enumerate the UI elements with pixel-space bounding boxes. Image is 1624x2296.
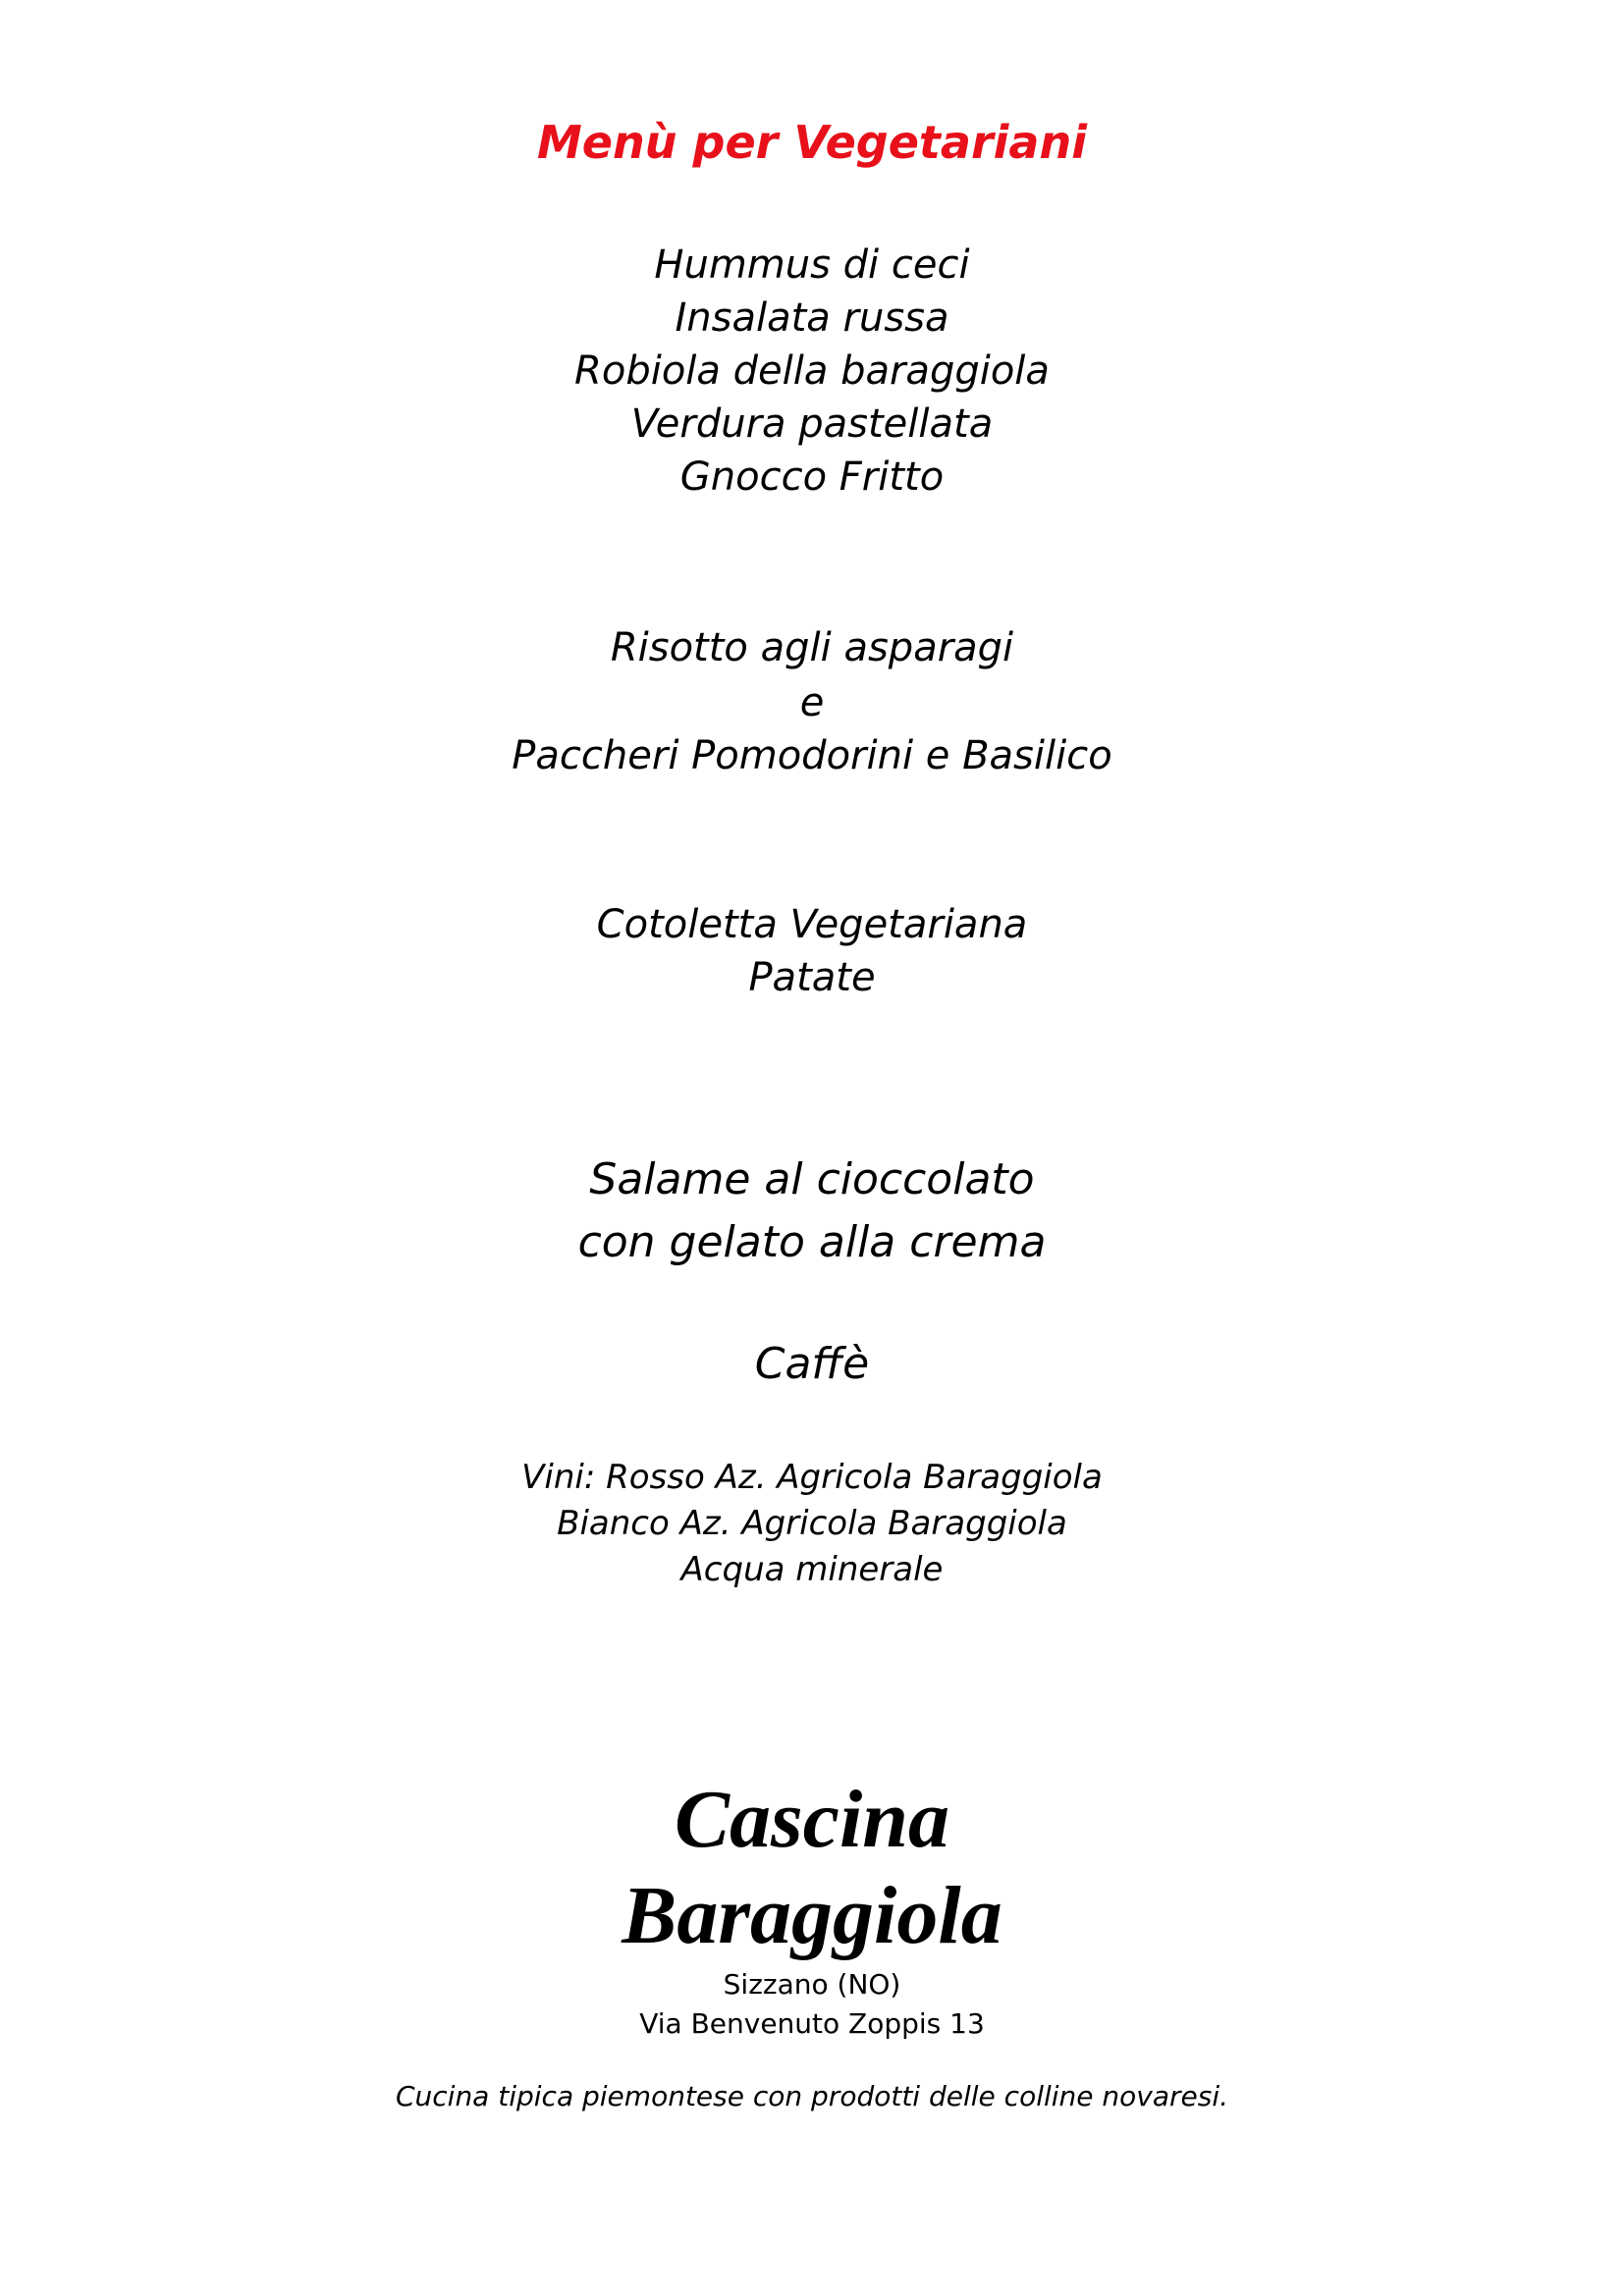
menu-title: Menù per Vegetariani (537, 116, 1087, 169)
dolce-item: con gelato alla crema (577, 1217, 1047, 1267)
caffe-item: Caffè (754, 1339, 870, 1389)
restaurant-location: Sizzano (NO) (723, 1968, 901, 2001)
wine-item: Acqua minerale (680, 1550, 944, 1589)
antipasto-item: Hummus di ceci (654, 242, 970, 288)
antipasto-item: Gnocco Fritto (679, 454, 945, 500)
antipasto-item: Robiola della baraggiola (574, 348, 1050, 394)
contorno-item: Patate (748, 955, 876, 1000)
antipasto-item: Insalata russa (675, 295, 949, 341)
wine-item: Vini: Rosso Az. Agricola Baraggiola (521, 1458, 1103, 1497)
restaurant-address: Via Benvenuto Zoppis 13 (639, 2007, 985, 2040)
dolce-item: Salame al cioccolato (589, 1154, 1035, 1204)
restaurant-name-line2: Baraggiola (622, 1870, 1002, 1961)
primo-conjunction: e (799, 680, 825, 725)
primo-item: Risotto agli asparagi (610, 625, 1014, 670)
secondo-item: Cotoletta Vegetariana (596, 902, 1028, 947)
antipasto-item: Verdura pastellata (630, 401, 994, 447)
primo-item: Paccheri Pomodorini e Basilico (512, 733, 1112, 778)
wine-item: Bianco Az. Agricola Baraggiola (557, 1504, 1067, 1543)
restaurant-tagline: Cucina tipica piemontese con prodotti delle colline novaresi. (395, 2080, 1229, 2112)
restaurant-name-line1: Cascina (674, 1774, 950, 1865)
